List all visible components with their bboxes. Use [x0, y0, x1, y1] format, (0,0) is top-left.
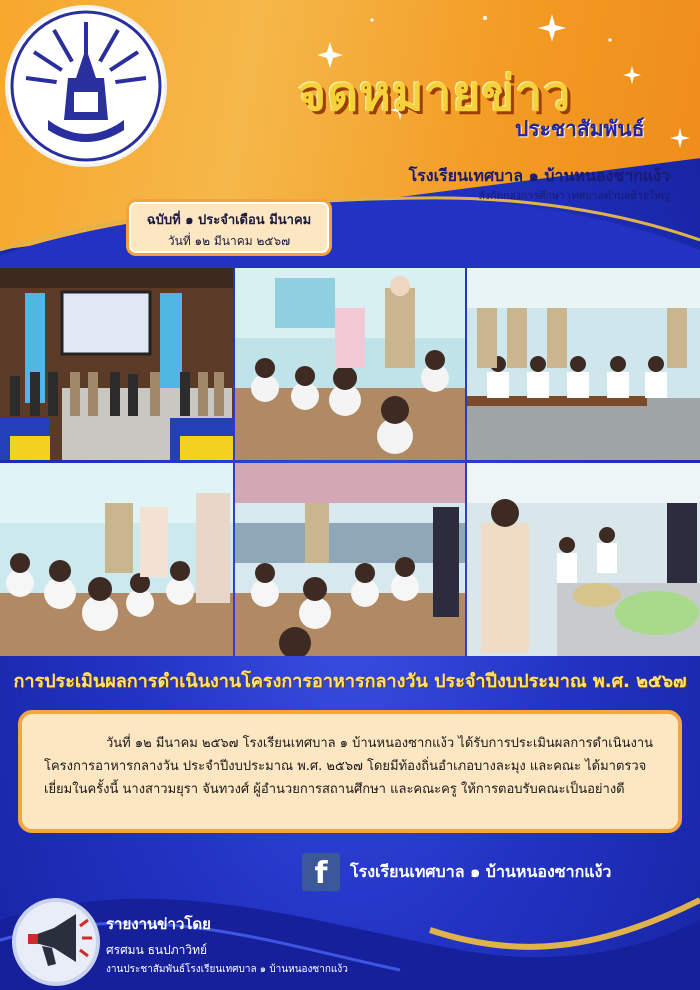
school-emblem-icon — [8, 8, 164, 164]
photo-students-eating-1 — [235, 268, 465, 460]
photo-students-eating-3 — [235, 463, 465, 656]
reporter-name: ศรศมน ธนปภาวิทย์ — [106, 943, 208, 957]
facebook-label: โรงเรียนเทศบาล ๑ บ้านหนองซากแง้ว — [350, 861, 612, 881]
news-body-box — [18, 710, 682, 833]
newsletter-title: จดหมายข่าว — [298, 66, 572, 122]
footer-wave — [0, 880, 700, 990]
reporter-unit: งานประชาสัมพันธ์โรงเรียนเทศบาล ๑ บ้านหนองซากแง้ว — [106, 964, 348, 975]
facebook-link[interactable] — [302, 852, 611, 892]
news-body-text: วันที่ ๑๒ มีนาคม ๒๕๖๗ โรงเรียนเทศบาล ๑ บ้านหนองซากแง้ว ได้รับการประเมินผลการดำเนินงานโครงการอาหารกลางวัน ประจำปีงบประมาณ พ.ศ. ๒๕๖๗ โดยมีท้องถิ่นอำเภอบางละมุง และคณะ ได้มาตรวจเยี่ยมในครั้งนี้ นางสาวมยุรา จันทวงศ์ ผู้อำนวยการสถานศึกษา และคณะครู ให้การตอบรับคณะเป็นอย่างดี — [44, 736, 654, 797]
photo-students-eating-2 — [0, 463, 233, 656]
school-affiliation: สังกัดกองการศึกษา เทศบาลตำบลห้วยใหญ่ — [478, 190, 670, 202]
photo-kitchen-serving — [467, 463, 700, 656]
news-headline: การประเมินผลการดำเนินงานโครงการอาหารกลางวัน ประจำปีงบประมาณ พ.ศ. ๒๕๖๗ — [13, 671, 687, 692]
reporter-title: รายงานข่าวโดย — [106, 915, 211, 933]
facebook-icon: f — [302, 853, 340, 891]
photo-cafeteria-1 — [467, 268, 700, 460]
school-name: โรงเรียนเทศบาล ๑ บ้านหนองซากแง้ว — [408, 166, 670, 185]
newsletter-subtitle: ประชาสัมพันธ์ — [515, 117, 645, 141]
issue-number: ฉบับที่ ๑ ประจำเดือน มีนาคม — [146, 213, 312, 228]
photo-meeting-room — [0, 268, 233, 460]
issue-date: วันที่ ๑๒ มีนาคม ๒๕๖๗ — [167, 234, 291, 248]
megaphone-icon — [12, 898, 100, 986]
issue-badge — [126, 199, 332, 256]
